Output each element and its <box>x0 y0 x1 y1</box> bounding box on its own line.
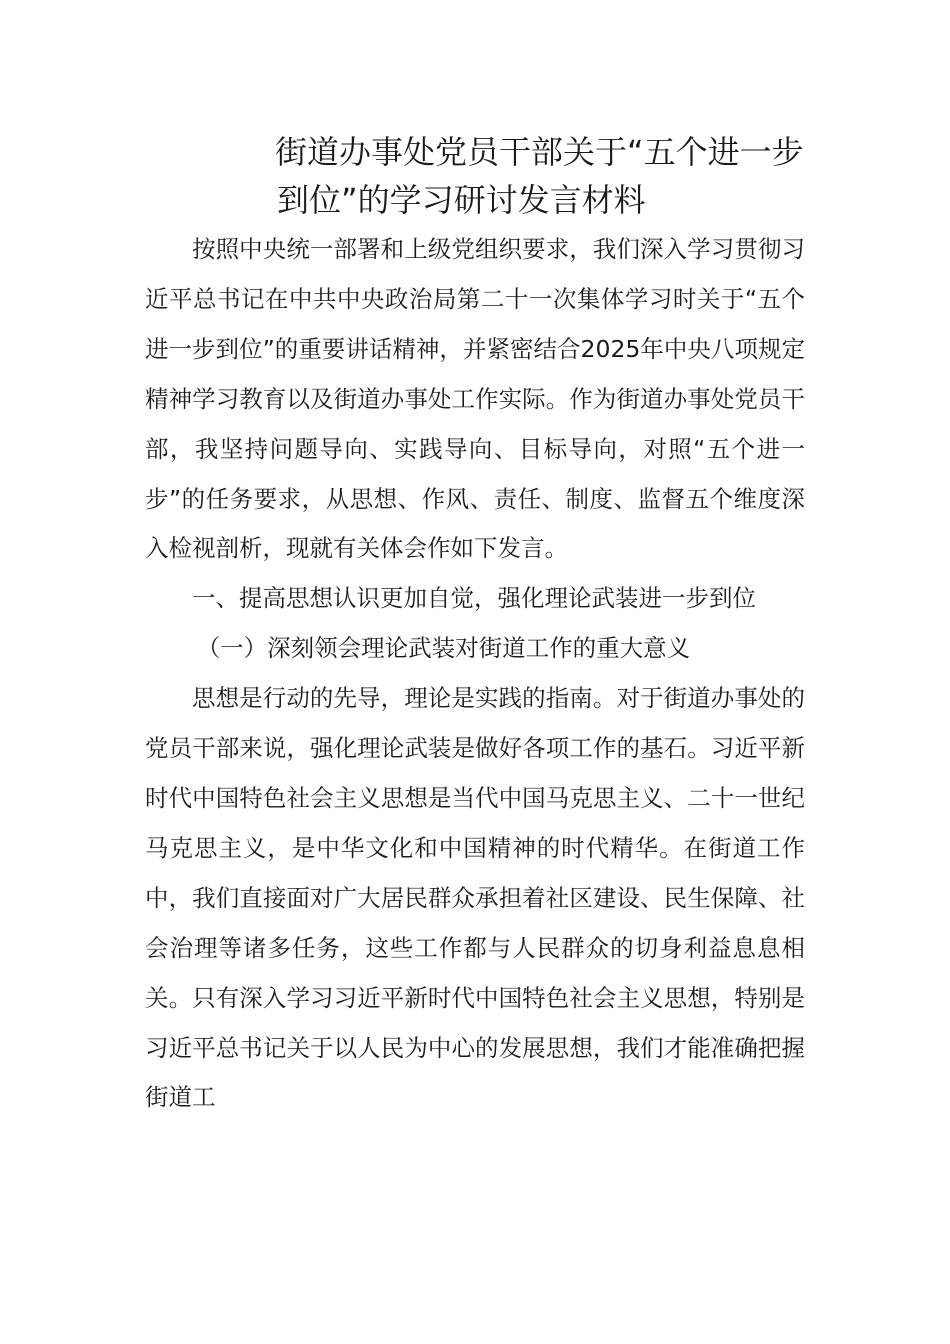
intro-paragraph: 按照中央统一部署和上级党组织要求，我们深入学习贯彻习近平总书记在中共中央政治局第二十一次集体学习时关于“五个进一步到位”的重要讲话精神，并紧密结合2025年中央八项规定精神学习教育以及街道办事处工作实际。作为街道办事处党员干部，我坚持问题导向、实践导向、目标导向，对照“五个进一步”的任务要求，从思想、作风、责任、制度、监督五个维度深入检视剖析，现就有关体会作如下发言。 <box>145 235 805 563</box>
body-paragraph: 思想是行动的先导，理论是实践的指南。对于街道办事处的党员干部来说，强化理论武装是做好各项工作的基石。习近平新时代中国特色社会主义思想是当代中国马克思主义、二十一世纪马克思主义，是中华文化和中国精神的时代精华。在街道工作中，我们直接面对广大居民群众承担着社区建设、民生保障、社会治理等诸多任务，这些工作都与人民群众的切身利益息息相关。只有深入学习习近平新时代中国特色社会主义思想，特别是习近平总书记关于以人民为中心的发展思想，我们才能准确把握街道工 <box>145 684 805 1112</box>
document-title <box>145 128 805 224</box>
section-heading-1: 一、提高思想认识更加自觉，强化理论武装进一步到位 <box>192 584 756 613</box>
title-line-1: 街道办事处党员干部关于“五个进一步 <box>275 133 804 171</box>
document-body <box>145 225 805 1123</box>
subsection-heading-1: （一）深刻领会理论武装对街道工作的重大意义 <box>196 634 691 663</box>
title-line-2: 到位”的学习研讨发言材料 <box>277 181 646 219</box>
